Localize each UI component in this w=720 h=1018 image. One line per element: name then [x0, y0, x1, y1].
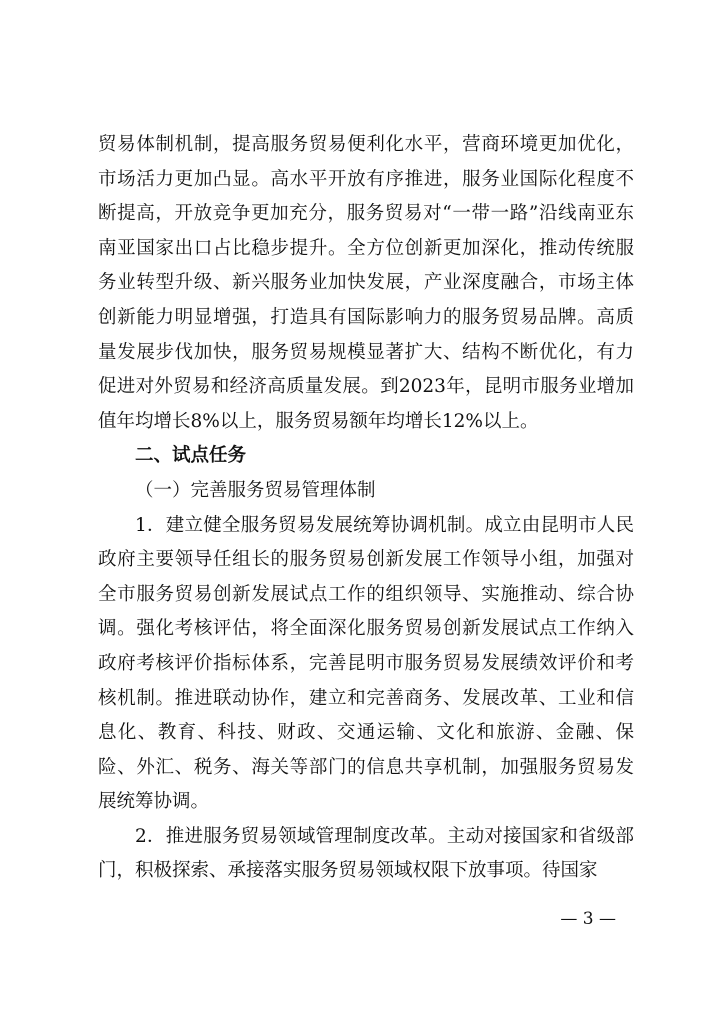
paragraph-goals-continued: 贸易体制机制，提高服务贸易便利化水平，营商环境更加优化，市场活力更加凸显。高水平开放有序推进，服务业国际化程度不断提高，开放竞争更加充分，服务贸易对“一带一路”沿线南亚东南亚国家出口占比稳步提升。全方位创新更加深化，推动传统服务业转型升级、新兴服务业加快发展，产业深度融合，市场主体创新能力明显增强，打造具有国际影响力的服务贸易品牌。高质量发展步伐加快，服务贸易规模显著扩大、结构不断优化，有力促进对外贸易和经济高质量发展。到2023年，昆明市服务业增加值年均增长8%以上，服务贸易额年均增长12%以上。 [98, 134, 634, 432]
section-heading: 二、试点任务 [135, 445, 247, 467]
page-number: — 3 — [560, 909, 616, 929]
paragraph-task-2: 2．推进服务贸易领域管理制度改革。主动对接国家和省级部门，积极探索、承接落实服务贸易领域权限下放事项。待国家 [98, 825, 634, 882]
document-body [98, 128, 634, 889]
paragraph-task-1: 1．建立健全服务贸易发展统筹协调机制。成立由昆明市人民政府主要领导任组长的服务贸易创新发展工作领导小组，加强对全市服务贸易创新发展试点工作的组织领导、实施推动、综合协调。强化考核评估，将全面深化服务贸易创新发展试点工作纳入政府考核评价指标体系，完善昆明市服务贸易发展绩效评价和考核机制。推进联动协作，建立和完善商务、发展改革、工业和信息化、教育、科技、财政、交通运输、文化和旅游、金融、保险、外汇、税务、海关等部门的信息共享机制，加强服务贸易发展统筹协调。 [98, 514, 634, 813]
subsection-heading: （一）完善服务贸易管理体制 [135, 479, 376, 501]
